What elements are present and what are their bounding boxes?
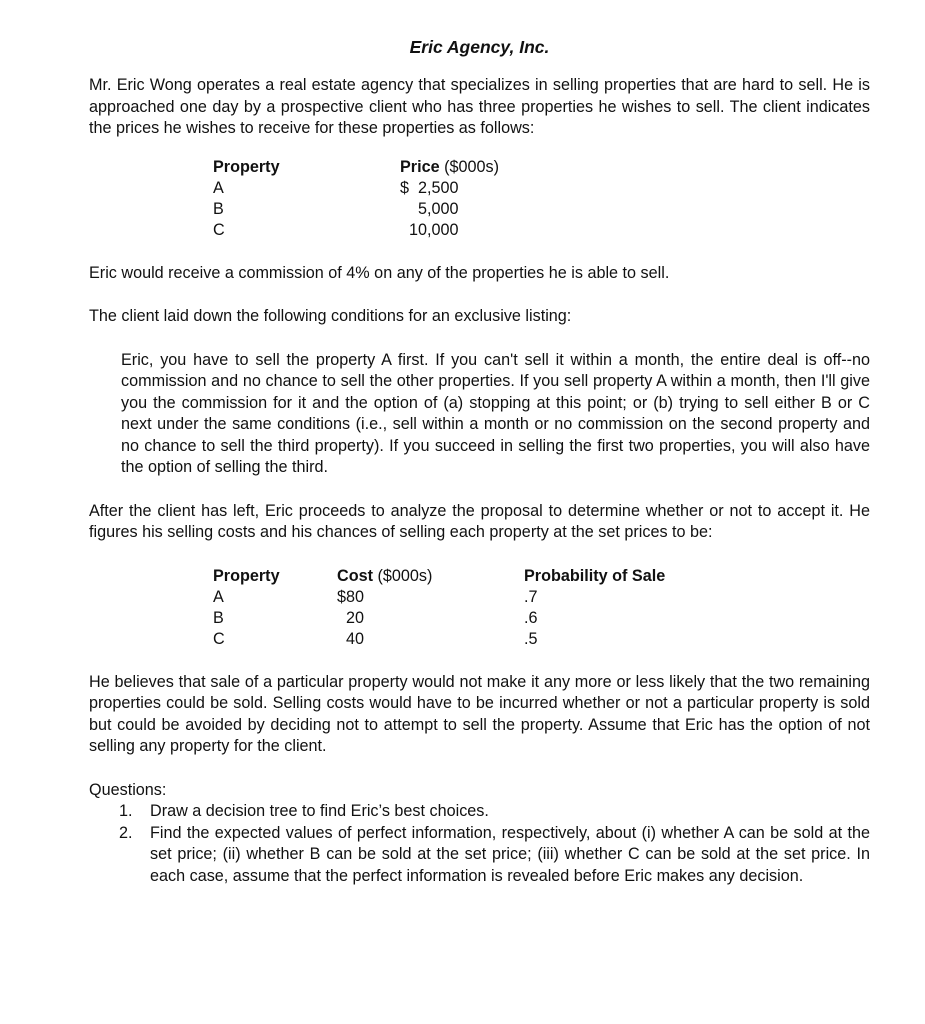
- price-table: [213, 157, 870, 241]
- price-cell: 5,000: [418, 199, 459, 218]
- cost-cell: 40: [346, 629, 365, 648]
- intro-paragraph: Mr. Eric Wong operates a real estate agency that specializes in selling properties that are hard to sell. He is approached one day by a prospective client who has three properties he wishes to sell. The client indicates the prices he wishes to receive for these properties as follows:: [89, 76, 870, 137]
- header-price-unit: ($000s): [439, 157, 499, 176]
- cost-table-row: [213, 587, 870, 608]
- question-item: [89, 801, 870, 823]
- header-price: [400, 157, 540, 178]
- cost-table-row: [213, 629, 870, 650]
- questions-list: [89, 801, 870, 887]
- property-cell: A: [213, 587, 224, 606]
- property-cell: C: [213, 220, 225, 239]
- header-cost-unit: ($000s): [372, 566, 433, 585]
- cost-probability-table: [213, 566, 870, 650]
- price-table-row: [213, 199, 870, 220]
- question-number: 2.: [119, 823, 133, 842]
- analysis-paragraph: After the client has left, Eric proceeds to analyze the proposal to determine whether or not to accept it. He figures his selling costs and his chances of selling each property at the set prices to be:: [89, 501, 870, 541]
- cost-cell: $80: [337, 587, 365, 606]
- price-table-header: [213, 157, 870, 178]
- property-cell: A: [213, 178, 224, 197]
- header-property: Property: [213, 157, 280, 176]
- conditions-quote: Eric, you have to sell the property A first. If you can't sell it within a month, the entire deal is off--no commission and no chance to sell the other properties. If you sell property A within a month, then I'll give you the commission for it and the option of (a) stopping at this point; or (b) trying to sell either B or C next under the same conditions (i.e., sell within a month or no commission on the second property and no chance to sell the third property). If you succeed in selling the first two properties, you will also have the option of selling the third.: [121, 350, 870, 476]
- price-table-row: [213, 178, 870, 199]
- document-title: Eric Agency, Inc.: [409, 37, 550, 57]
- header-cost: [337, 566, 524, 587]
- probability-cell: .5: [524, 629, 538, 648]
- header-probability: Probability of Sale: [524, 566, 666, 585]
- question-text: Find the expected values of perfect information, respectively, about (i) whether A can be sold at the set price; (ii) whether B can be sold at the set price; (iii) whether C can be sold at the set price. In each case, assume that the perfect information is revealed before Eric makes any decision.: [150, 823, 870, 885]
- cost-cell: 20: [346, 608, 365, 627]
- probability-cell: .6: [524, 608, 538, 627]
- property-cell: B: [213, 608, 224, 627]
- beliefs-paragraph: He believes that sale of a particular property would not make it any more or less likely that the two remaining properties could be sold. Selling costs would have to be incurred whether or not a particular property is sold but could be avoided by deciding not to attempt to sell the property. Assume that Eric has the option of not selling any property for the client.: [89, 672, 870, 755]
- property-cell: C: [213, 629, 225, 648]
- header-cost-label: Cost: [337, 566, 373, 585]
- commission-paragraph: Eric would receive a commission of 4% on any of the properties he is able to sell.: [89, 263, 670, 282]
- price-cell: $ 2,500: [400, 178, 459, 197]
- questions-label: Questions:: [89, 780, 167, 799]
- conditions-intro: The client laid down the following conditions for an exclusive listing:: [89, 307, 572, 325]
- question-item: [89, 823, 870, 888]
- price-table-row: [213, 220, 870, 241]
- question-number: 1.: [119, 802, 133, 820]
- cost-table-header: [213, 566, 870, 587]
- property-cell: B: [213, 199, 224, 218]
- cost-table-row: [213, 608, 870, 629]
- probability-cell: .7: [524, 587, 538, 606]
- header-property: Property: [213, 566, 280, 585]
- header-price-label: Price: [400, 157, 440, 176]
- price-cell: 10,000: [409, 220, 459, 239]
- document-page: [89, 36, 870, 887]
- question-text: Draw a decision tree to find Eric’s best choices.: [150, 802, 489, 820]
